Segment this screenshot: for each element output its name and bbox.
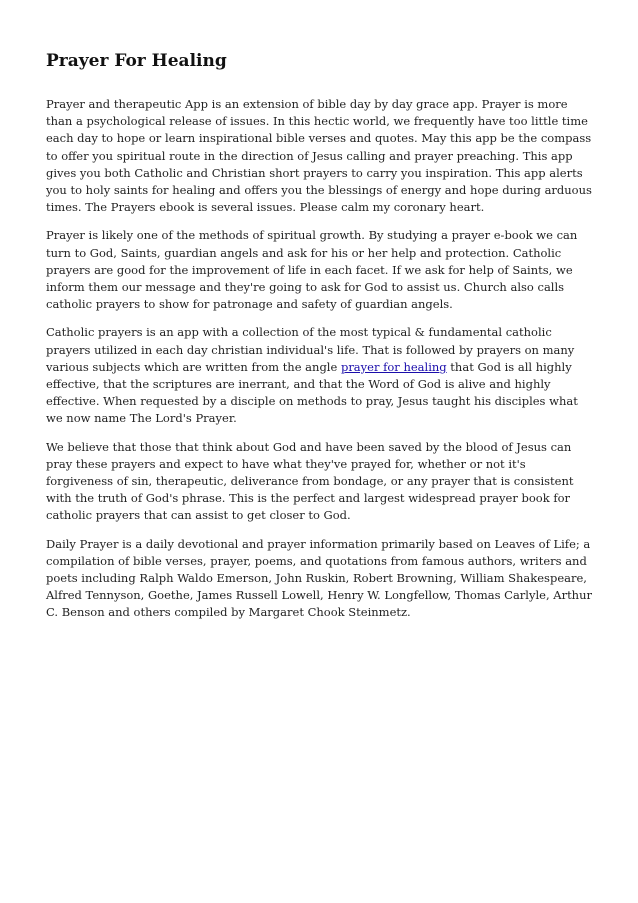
prayer-for-healing-link[interactable]: prayer for healing — [340, 359, 447, 374]
paragraph-daily-prayer: Daily Prayer is a daily devotional and prayer information primarily based on Leaves of Life; a compilation of bible verses, prayer, poems, and quotations from famous authors, writers and poets including Ralph Waldo Emerson, John Ruskin, Robert Browning, William Shakespeare, Alfred Tennyson, Goethe, James Russell Lowell, Henry W. Longfellow, Thomas Carlyle, Arthur C. Benson and others compiled by Margaret Chook Steinmetz. — [46, 536, 592, 620]
paragraph-text-after-link: that God is all highly effective, that the scriptures are inerrant, and that the Word of God is alive and highly effective. When requested by a disciple on methods to pray, Jesus taught his disciples what we now name The Lord's Prayer. — [46, 359, 578, 426]
document-page — [46, 50, 594, 633]
paragraph-catholic-prayers — [46, 324, 594, 427]
page-title: Prayer For Healing — [46, 51, 227, 71]
paragraph-spiritual-growth: Prayer is likely one of the methods of spiritual growth. By studying a prayer e-book we can turn to God, Saints, guardian angels and ask for his or her help and protection. Catholic prayers are good for the improvement of life in each facet. If we ask for help of Saints, we inform them our message and they're going to ask for God to assist us. Church also calls catholic prayers to show for patronage and safety of guardian angels. — [46, 228, 578, 312]
paragraph-belief: We believe that those that think about God and have been saved by the blood of Jesus can pray these prayers and expect to have what they've prayed for, whether or not it's forgiveness of sin, therapeutic, deliverance from bondage, or any prayer that is consistent with the truth of God's phrase. This is the perfect and largest widespread prayer book for catholic prayers that can assist to get closer to God. — [46, 439, 574, 523]
paragraph-intro: Prayer and therapeutic App is an extension of bible day by day grace app. Prayer is more than a psychological release of issues. In this hectic world, we frequently have too little time each day to hope or learn inspirational bible verses and quotes. May this app be the compass to offer you spiritual route in the direction of Jesus calling and prayer preaching. This app gives you both Catholic and Christian short prayers to carry you inspiration. This app alerts you to holy saints for healing and offers you the blessings of energy and hope during arduous times. The Prayers ebook is several issues. Please calm my coronary heart. — [46, 97, 592, 215]
paragraph-text-before-link: Catholic prayers is an app with a collection of the most typical & fundamental catholic prayers utilized in each day christian individual's life. That is followed by prayers on many various subjects which are written from the angle — [46, 325, 575, 374]
